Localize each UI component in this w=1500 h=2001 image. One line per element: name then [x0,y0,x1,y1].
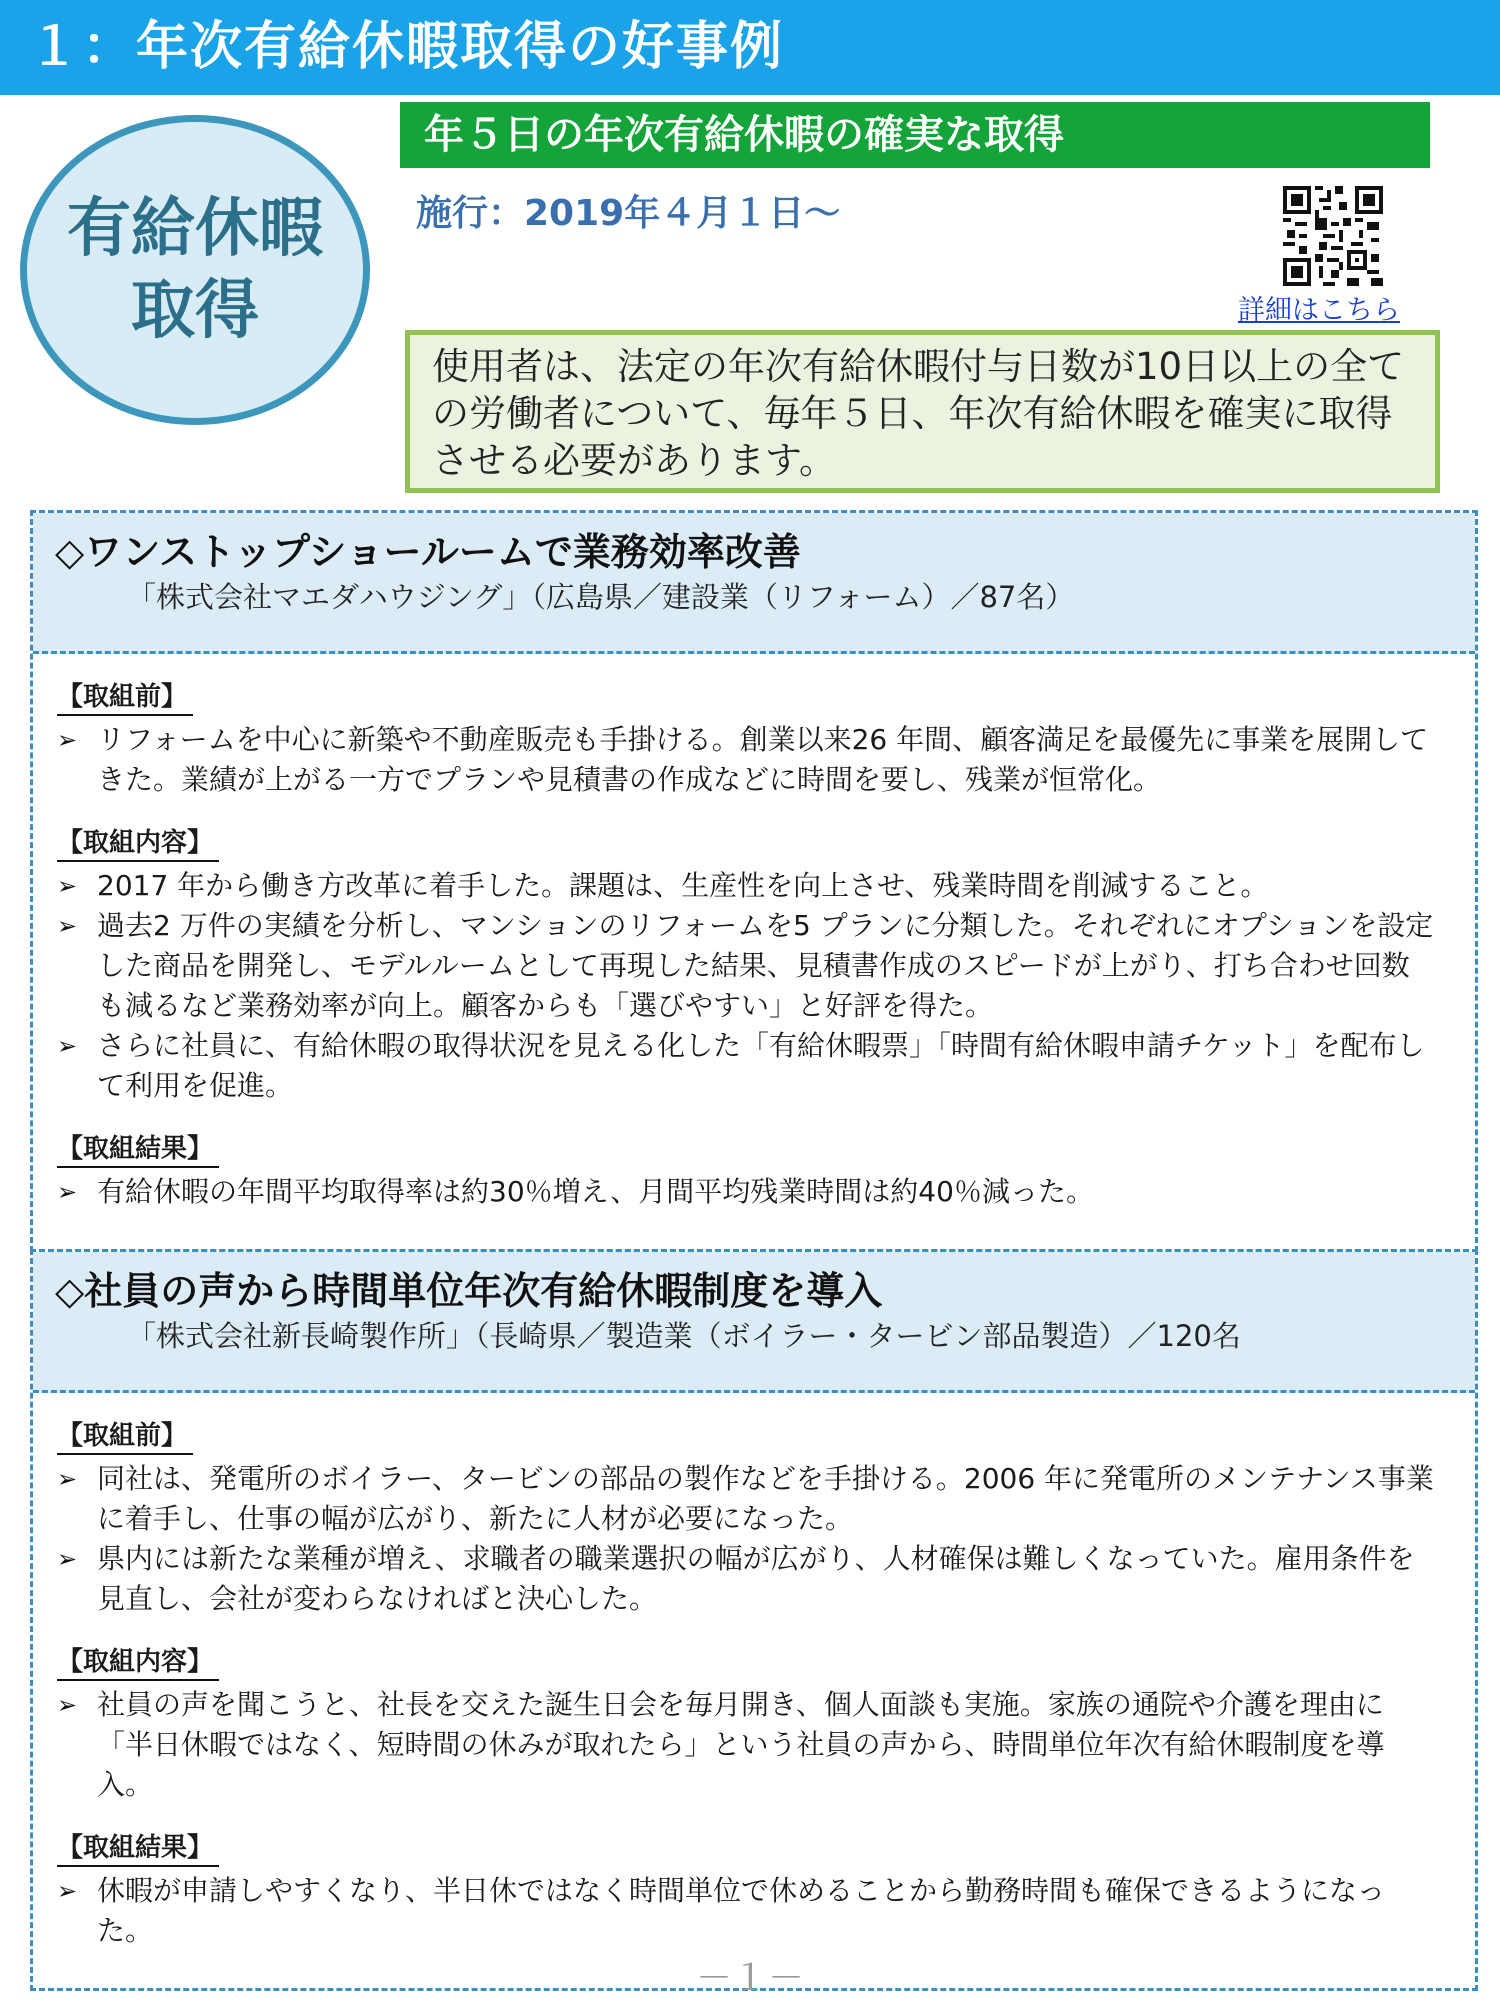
topic-badge [20,115,370,425]
arrow-bullet-icon: ➢ [57,1691,78,1719]
section-label: 【取組結果】 [57,1132,219,1168]
case-card-1 [30,510,1478,1252]
section-label: 【取組結果】 [57,1831,219,1867]
arrow-bullet-icon: ➢ [57,1178,78,1206]
case-title: ◇社員の声から時間単位年次有給休暇制度を導入 [55,1269,883,1313]
badge-line-2: 取得 [131,274,259,348]
arrow-bullet-icon: ➢ [57,1545,78,1573]
case-title: ◇ワンストップショールームで業務効率改善 [55,530,801,574]
page-title: １：年次有給休暇取得の好事例 [28,17,785,77]
effective-date: 施行：2019年４月１日～ [416,193,841,234]
section-results [57,1805,1435,1951]
list-item: ➢ 2017 年から働き方改革に着手した。課題は、生産性を向上させ、残業時間を削減すること。 [57,866,1435,906]
list-item: ➢ 同社は、発電所のボイラー、タービンの部品の製作などを手掛ける。2006 年に発電所のメンテナンス事業に着手し、仕事の幅が広がり、新たに人材が必要になった。 [57,1459,1435,1539]
notice-box [405,330,1440,493]
qr-code-icon[interactable] [1283,186,1383,286]
details-link[interactable]: 詳細はこちら [1238,295,1400,326]
arrow-bullet-icon: ➢ [57,912,78,940]
section-label: 【取組内容】 [57,1645,219,1681]
case-header [33,513,1475,654]
section-label: 【取組前】 [57,680,193,716]
case-card-2 [30,1249,1478,1991]
section-banner [400,102,1430,168]
section-actions [57,800,1435,1106]
case-company: 「株式会社マエダハウジング」（広島県／建設業（リフォーム）／87名） [127,580,1075,614]
section-before [57,654,1435,800]
list-item: ➢ 有給休暇の年間平均取得率は約30％増え、月間平均残業時間は約40％減った。 [57,1172,1435,1212]
list-item: ➢ 社員の声を聞こうと、社長を交えた誕生日会を毎月開き、個人面談も実施。家族の通院や介護を理由に「半日休暇ではなく、短時間の休みが取れたら」という社員の声から、時間単位年次有給休暇制度を導入。 [57,1685,1435,1805]
page-number: －１－ [695,1958,804,1999]
arrow-bullet-icon: ➢ [57,1465,78,1493]
list-item: ➢ 過去2 万件の実績を分析し、マンションのリフォームを5 プランに分類した。それぞれにオプションを設定した商品を開発し、モデルルームとして再現した結果、見積書作成のスピードが上がり、打ち合わせ回数も減るなど業務効率が向上。顧客からも「選びやすい」と好評を得た。 [57,906,1435,1026]
arrow-bullet-icon: ➢ [57,1032,78,1060]
arrow-bullet-icon: ➢ [57,1877,78,1905]
arrow-bullet-icon: ➢ [57,872,78,900]
case-body [33,1393,1475,1951]
list-item: ➢ さらに社員に、有給休暇の取得状況を見える化した「有給休暇票」「時間有給休暇申請チケット」を配布して利用を促進。 [57,1026,1435,1106]
section-actions [57,1619,1435,1805]
arrow-bullet-icon: ➢ [57,726,78,754]
badge-line-1: 有給休暇 [67,192,323,266]
case-company: 「株式会社新長崎製作所」（長崎県／製造業（ボイラー・タービン部品製造）／120名 [127,1319,1241,1353]
section-results [57,1106,1435,1212]
section-before [57,1393,1435,1619]
case-body [33,654,1475,1212]
case-header [33,1252,1475,1393]
section-label: 【取組前】 [57,1419,193,1455]
notice-text: 使用者は、法定の年次有給休暇付与日数が10日以上の全ての労働者について、毎年５日、年次有給休暇を確実に取得させる必要があります。 [432,345,1405,482]
page-header [0,0,1500,95]
banner-title: 年５日の年次有給休暇の確実な取得 [424,112,1064,158]
list-item: ➢ 休暇が申請しやすくなり、半日休ではなく時間単位で休めることから勤務時間も確保できるようになった。 [57,1871,1435,1951]
list-item: ➢ リフォームを中心に新築や不動産販売も手掛ける。創業以来26 年間、顧客満足を最優先に事業を展開してきた。業績が上がる一方でプランや見積書の作成などに時間を要し、残業が恒常化。 [57,720,1435,800]
list-item: ➢ 県内には新たな業種が増え、求職者の職業選択の幅が広がり、人材確保は難しくなっていた。雇用条件を見直し、会社が変わらなければと決心した。 [57,1539,1435,1619]
section-label: 【取組内容】 [57,826,219,862]
